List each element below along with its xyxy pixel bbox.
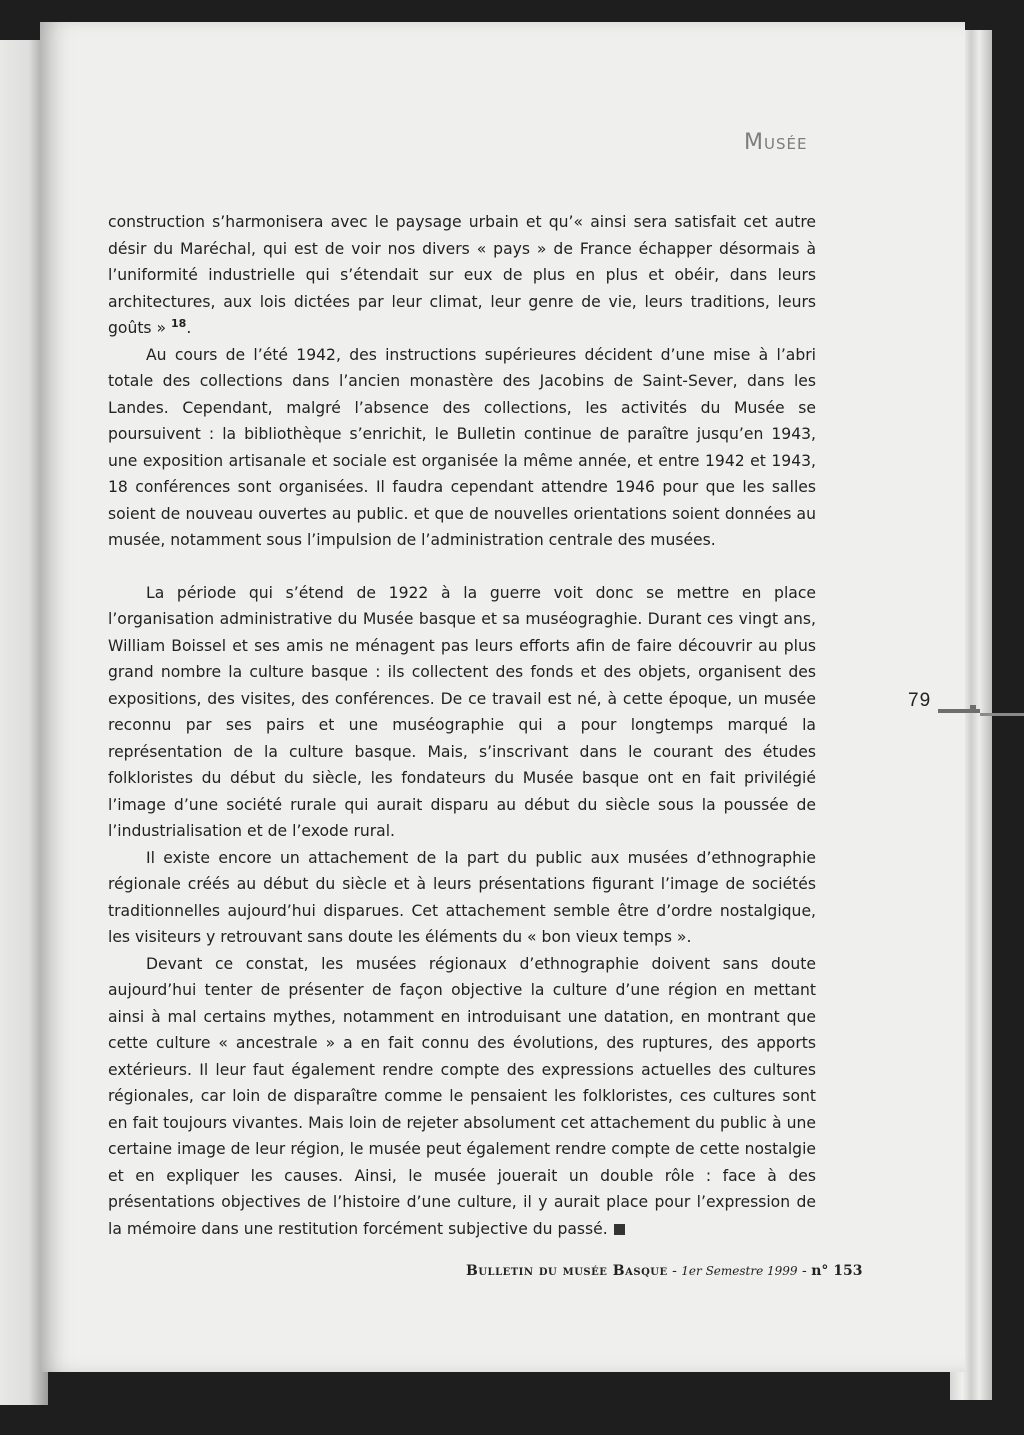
paragraph-5-text: Devant ce constat, les musées régionaux d’ethnographie doivent sans doute aujourd’hui tenter de présenter de façon objective la culture d’une région en mettant ainsi à mal certains mythes, notamment en introduisant une datation, en montrant que cette culture « ancestrale » a en fait connu des évolutions, des ruptures, des apports extérieurs. Il leur faut également rendre compte des expressions actuelles des cultures régionales, car loin de disparaître comme le pensaient les folkloristes, ces cultures sont en fait toujours vivantes. Mais loin de rejeter absolument cet attachement du public à une certaine image de leur région, le musée peut également rendre compte de cette nostalgie et en expliquer les causes. Ainsi, le musée jouerait un double rôle : face à des présentations objectives de l’histoire d’une culture, il y aurait place pour l’expression de la mémoire dans une restitution forcément subjective du passé. bbox=[108, 954, 816, 1238]
paragraph-1-end: . bbox=[186, 319, 192, 337]
paragraph-5 bbox=[108, 951, 816, 1243]
footnote-reference: 18 bbox=[171, 316, 187, 330]
section-title: Musée bbox=[744, 130, 808, 155]
footer-separator: - bbox=[667, 1263, 682, 1279]
paragraph-1-text: construction s’harmonisera avec le paysage urbain et qu’« ainsi sera satisfait cet autre désir du Maréchal, qui est de voir nos divers « pays » de France échapper désormais à l’uniformité industrielle qui s’étendait sur eux de plus en plus et obéir, dans leurs architectures, aux lois dictées par leur climat, leur genre de vie, leurs traditions, leurs goûts » bbox=[108, 213, 816, 337]
paragraph-1 bbox=[108, 209, 816, 342]
footer-number: n° 153 bbox=[811, 1263, 863, 1279]
footer bbox=[466, 1263, 862, 1279]
footer-publication: Bulletin du musée Basque bbox=[466, 1263, 668, 1279]
page-number: 79 bbox=[908, 690, 932, 711]
footer-issue: 1er Semestre 1999 bbox=[681, 1264, 798, 1278]
page-tab-marker bbox=[930, 695, 1024, 735]
paragraph-3: La période qui s’étend de 1922 à la guerre voit donc se mettre en place l’organisation administrative du Musée basque et sa muséograghie. Durant ces vingt ans, William Boissel et ses amis ne ménagent pas leurs efforts afin de faire découvrir au plus grand nombre la culture basque : ils collectent des fonds et des objets, organisent des expositions, des visites, des conférences. De ce travail est né, à cette époque, un musée reconnu par ses pairs et une muséographie qui a pour longtemps marqué la représentation de la culture basque. Mais, s’inscrivant dans le courant des études folkloristes du début du siècle, les fondateurs du Musée basque ont en fait privilégié l’image d’une société rurale qui aurait disparu au début du siècle sous la poussée de l’industrialisation et de l’exode rural. bbox=[108, 583, 816, 840]
paragraph-4: Il existe encore un attachement de la part du public aux musées d’ethnographie régionale créés au début du siècle et à leurs présentations figurant l’image de sociétés traditionnelles aujourd’hui disparues. Cet attachement semble être d’ordre nostalgique, les visiteurs y retrouvant sans doute les éléments du « bon vieux temps ». bbox=[108, 848, 816, 946]
footer-separator: - bbox=[797, 1263, 812, 1279]
body-text bbox=[108, 209, 816, 1242]
paragraph-2: Au cours de l’été 1942, des instructions supérieures décident d’une mise à l’abri totale des collections dans l’ancien monastère des Jacobins de Saint-Sever, dans les Landes. Cependant, malgré l’absence des collections, les activités du Musée se poursuivent : la bibliothèque s’enrichit, le Bulletin continue de paraître jusqu’en 1943, une exposition artisanale et sociale est organisée la même année, et entre 1942 et 1943, 18 conférences sont organisées. Il faudra cependant attendre 1946 pour que les salles soient de nouveau ouvertes au public. et que de nouvelles orientations soient données au musée, notamment sous l’impulsion de l’administration centrale des musées. bbox=[108, 345, 816, 549]
end-square-icon bbox=[614, 1224, 625, 1235]
